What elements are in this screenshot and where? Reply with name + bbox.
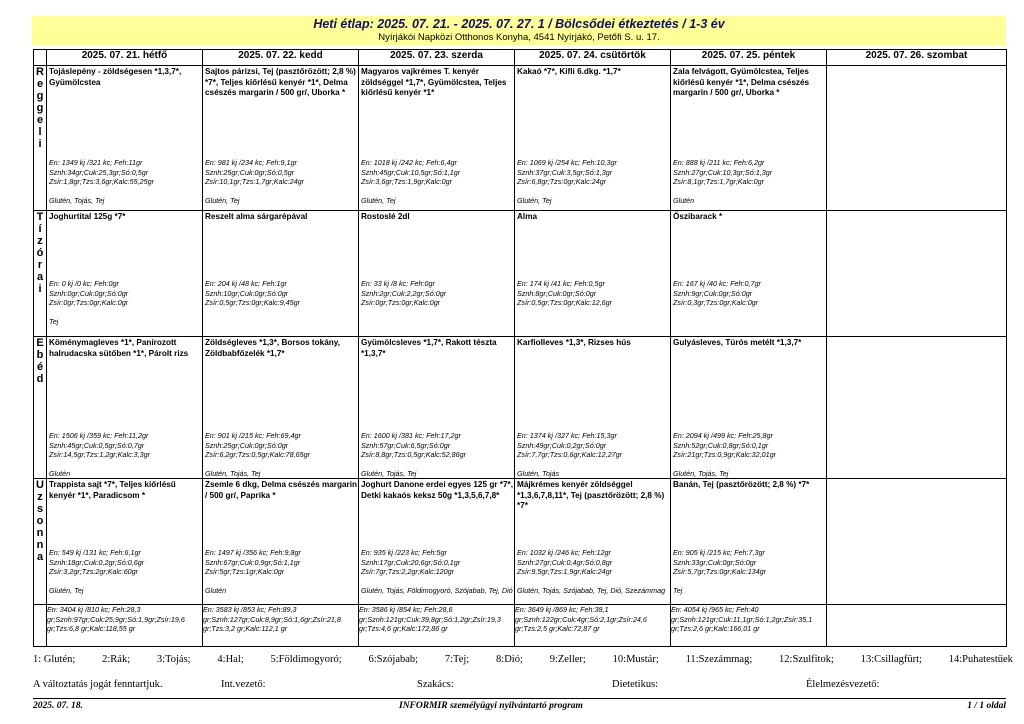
nutrition-line: Sznh:2gr;Cuk:2,2gr;Só:0gr: [361, 288, 447, 298]
program-name: INFORMIR személyügyi nyilvántartó program: [399, 701, 583, 711]
meal-label-letter: e: [36, 114, 44, 126]
legend-item: 3:Tojás;: [156, 654, 191, 665]
dish-text: Sajtos párizsi, Tej (pasztőrözött; 2,8 %) *7*, Teljes kiőrlésű kenyér *1*, Delma csészés margarin / 500 gr/, Uborka *: [205, 67, 356, 97]
legend-item: 1: Glutén;: [33, 654, 76, 665]
dish-text: Rostoslé 2dl: [361, 212, 410, 221]
elelmezesvezeto-label: Élelmezésvezető:: [806, 679, 880, 690]
nutrition-line: Zsír:0,3gr;Tzs:0gr;Kalc:0gr: [673, 298, 759, 307]
dish-text: Kakaó *7*, Kifli 6.dkg. *1,7*: [517, 67, 621, 76]
menu-cell: [203, 479, 359, 605]
legend-item: 9:Zeller;: [549, 654, 586, 665]
legend-item: 10:Mustár;: [612, 654, 659, 665]
nutrition-line: Zsír:9,5gr;Tzs:1,9gr;Kalc:24gr: [517, 567, 613, 576]
daily-total-cell: En: 3649 kj /869 kc; Feh:38,1 gr;Sznh:122gr;Cuk:4gr;Só:2,1gr;Zsír:24,6 gr;Tzs:2,5 gr;Kalc:72,87 gr: [515, 605, 671, 647]
meal-label-letter: i: [38, 283, 42, 295]
menu-cell: [827, 337, 1007, 479]
meal-label-letter: d: [36, 373, 44, 385]
nutrition-info: [517, 548, 669, 577]
allergen-list: Glutén, Tej: [361, 196, 396, 205]
nutrition-info: [673, 158, 825, 187]
nutrition-line: En: 1069 kj /254 kc; Feh:10,3gr: [517, 158, 617, 167]
menu-cell: [203, 66, 359, 211]
dietetikus-label: Dietetikus:: [612, 679, 659, 690]
nutrition-line: Zsír:6,8gr;Tzs:0gr;Kalc:24gr: [517, 177, 607, 186]
nutrition-line: En: 935 kj /223 kc; Feh:5gr: [361, 548, 447, 557]
dish-text: Joghurtital 125g *7*: [49, 212, 126, 221]
nutrition-line: Sznh:49gr;Cuk:0,2gr;Só:0gr: [517, 440, 607, 450]
meal-label-letter: T: [36, 211, 44, 223]
meal-label-letter: a: [36, 551, 44, 563]
nutrition-info: [361, 431, 513, 460]
menu-cell: [359, 66, 515, 211]
nutrition-line: Zsír:0gr;Tzs:0gr;Kalc:0gr: [49, 298, 129, 307]
menu-cell: [827, 66, 1007, 211]
menu-cell: [671, 66, 827, 211]
nutrition-line: Sznh:27gr;Cuk:0,4gr;Só:0,8gr: [517, 557, 613, 567]
menu-cell: [359, 337, 515, 479]
legend-item: 7:Tej;: [444, 654, 470, 665]
nutrition-line: Sznh:10gr;Cuk:0gr;Só:0gr: [205, 288, 289, 298]
nutrition-line: Zsír:8,8gr;Tzs:0,5gr;Kalc:52,86gr: [361, 450, 467, 459]
nutrition-line: En: 901 kj /215 kc; Feh:69,4gr: [205, 431, 301, 440]
nutrition-line: En: 549 kj /131 kc; Feh:6,1gr: [49, 548, 141, 557]
daily-total-cell: En: 3404 kj /810 kc; Feh:28,3 gr;Sznh:97gr;Cuk:25,9gr;Só:1,9gr;Zsír:19,6 gr;Tzs:6,8 gr;Kalc:118,55 gr: [47, 605, 203, 647]
int-vezeto-label: Int.vezető:: [221, 679, 266, 690]
nutrition-info: [361, 158, 513, 187]
meal-label-letter: R: [36, 66, 44, 78]
nutrition-line: Sznh:67gr;Cuk:0,9gr;Só:1,1gr: [205, 557, 301, 567]
menu-title: Heti étlap: 2025. 07. 21. - 2025. 07. 27. 1 / Bölcsődei étkeztetés / 1-3 év: [313, 17, 725, 31]
menu-cell: [47, 211, 203, 337]
nutrition-line: Sznh:9gr;Cuk:0gr;Só:0gr: [673, 288, 753, 298]
nutrition-line: Zsír:7gr;Tzs:2,2gr;Kalc:120gr: [361, 567, 455, 576]
menu-cell: [515, 211, 671, 337]
menu-cell: [671, 337, 827, 479]
nutrition-line: Zsír:3,2gr;Tzs:2gr;Kalc:60gr: [49, 567, 139, 576]
nutrition-info: [673, 279, 825, 308]
nutrition-line: En: 888 kj /211 kc; Feh:6,2gr: [673, 158, 765, 167]
allergen-list: Glutén, Tojás: [517, 469, 560, 478]
menu-cell: [827, 211, 1007, 337]
dish-text: Alma: [517, 212, 538, 221]
nutrition-line: Zsír:0gr;Tzs:0gr;Kalc:0gr: [361, 298, 441, 307]
dish-text: Zala felvágott, Gyümölcstea, Teljes kiőrlésű kenyér *1*, Delma csészés margarin / 500 gr/, Uborka *: [673, 67, 810, 97]
dish-text: Karfiolleves *1,3*, Rizses hús: [517, 338, 631, 347]
nutrition-line: Sznh:27gr;Cuk:10,3gr;Só:1,3gr: [673, 167, 773, 177]
nutrition-line: Sznh:33gr;Cuk:0gr;Só:0gr: [673, 557, 757, 567]
nutrition-line: Sznh:45gr;Cuk:10,5gr;Só:1,1gr: [361, 167, 461, 177]
szakacs-label: Szakács:: [417, 679, 454, 690]
dish-text: Köménymagleves *1*, Panírozott halrudacska sütőben *1*, Párolt rizs: [49, 338, 189, 358]
allergen-list: Tej: [49, 317, 59, 326]
allergen-list: Glutén, Tojás, Szójabab, Tej, Dió, Szezámmag: [517, 586, 666, 595]
meal-row: [34, 479, 1007, 605]
nutrition-info: [517, 279, 669, 308]
nutrition-info: [49, 158, 201, 187]
totals-label: [34, 605, 47, 647]
menu-cell: [827, 479, 1007, 605]
legend-item: 5:Földimogyoró;: [270, 654, 342, 665]
dish-text: Magyaros vajkrémes T. kenyér zöldséggel *1,7*, Gyümölcstea, Teljes kiőrlésű kenyér *1*: [361, 67, 507, 97]
nutrition-line: Zsír:7,7gr;Tzs:0,6gr;Kalc:12,27gr: [517, 450, 623, 459]
nutrition-info: [517, 431, 669, 460]
page-number: 1 / 1 oldal: [967, 701, 1006, 711]
day-header: 2025. 07. 21. hétfő: [47, 50, 203, 66]
allergen-list: Glutén, Tojás, Tej: [673, 469, 729, 478]
menu-header: [32, 16, 1006, 45]
nutrition-info: [361, 548, 513, 577]
nutrition-line: Zsír:10,1gr;Tzs:1,7gr;Kalc:24gr: [205, 177, 305, 186]
meal-label-letter: l: [38, 126, 42, 138]
legend-item: 12:Szulfitok;: [779, 654, 834, 665]
daily-total-cell: En: 3586 kj /854 kc; Feh:28,6 gr;Sznh:121gr;Cuk:39,8gr;Só:1,2gr;Zsír:19,3 gr;Tzs:4,6 gr;Kalc:172,86 gr: [359, 605, 515, 647]
daily-total-cell: En: 4054 kj /965 kc; Feh:40 gr;Sznh:121gr;Cuk:11,1gr;Só:1,2gr;Zsír:35,1 gr;Tzs:2,6 gr;Kalc:166,01 gr: [671, 605, 827, 647]
nutrition-line: En: 2094 kj /499 kc; Feh:25,8gr: [673, 431, 773, 440]
nutrition-line: Sznh:37gr;Cuk:3,5gr;Só:1,3gr: [517, 167, 613, 177]
dish-text: Reszelt alma sárgarépával: [205, 212, 308, 221]
nutrition-line: En: 204 kj /48 kc; Feh:1gr: [205, 279, 287, 288]
meal-label: [34, 479, 47, 605]
allergen-list: Glutén, Tej: [517, 196, 552, 205]
menu-cell: [203, 337, 359, 479]
day-header: 2025. 07. 24. csütörtök: [515, 50, 671, 66]
nutrition-line: Sznh:34gr;Cuk:25,3gr;Só:0,5gr: [49, 167, 149, 177]
nutrition-line: En: 1374 kj /327 kc; Feh:15,3gr: [517, 431, 617, 440]
allergen-list: Glutén, Tojás, Tej: [49, 196, 105, 205]
nutrition-line: Sznh:18gr;Cuk:0,2gr;Só:0,6gr: [49, 557, 145, 567]
menu-cell: [47, 479, 203, 605]
nutrition-info: [673, 431, 825, 460]
meal-label: [34, 66, 47, 211]
dish-text: Gulyásleves, Túrós metélt *1,3,7*: [673, 338, 802, 347]
meal-label-letter: g: [36, 102, 44, 114]
nutrition-line: En: 1018 kj /242 kc; Feh:6,4gr: [361, 158, 457, 167]
allergen-list: Glutén, Tej: [205, 196, 240, 205]
allergen-list: Glutén, Tojás, Tej: [205, 469, 261, 478]
nutrition-line: En: 174 kj /41 kc; Feh:0,5gr: [517, 279, 605, 288]
nutrition-line: En: 33 kj /8 kc; Feh:0gr: [361, 279, 435, 288]
menu-cell: [47, 66, 203, 211]
menu-cell: [359, 211, 515, 337]
dish-text: Trappista sajt *7*, Teljes kiőrlésű kenyér *1*, Paradicsom *: [49, 480, 176, 500]
meal-label-letter: s: [36, 503, 44, 515]
nutrition-line: Sznh:17gr;Cuk:20,6gr;Só:0,1gr: [361, 557, 461, 567]
dish-text: Zöldségleves *1,3*, Borsos tokány, Zöldbabfőzelék *1,7*: [205, 338, 340, 358]
meal-label-letter: b: [36, 349, 44, 361]
nutrition-info: [205, 431, 357, 460]
menu-cell: [203, 211, 359, 337]
print-date: 2025. 07. 18.: [33, 701, 83, 711]
nutrition-line: En: 167 kj /40 kc; Feh:0,7gr: [673, 279, 761, 288]
nutrition-info: [673, 548, 825, 577]
nutrition-line: Sznh:25gr;Cuk:0gr;Só:0,5gr: [205, 167, 295, 177]
meal-label-letter: E: [36, 337, 44, 349]
meal-label: [34, 211, 47, 337]
nutrition-line: En: 1497 kj /356 kc; Feh:9,8gr: [205, 548, 301, 557]
day-header: 2025. 07. 25. péntek: [671, 50, 827, 66]
nutrition-info: [49, 279, 201, 308]
meal-row: [34, 211, 1007, 337]
nutrition-line: En: 1600 kj /381 kc; Feh:17,2gr: [361, 431, 461, 440]
nutrition-line: En: 1032 kj /246 kc; Feh:12gr: [517, 548, 611, 557]
nutrition-line: Sznh:25gr;Cuk:0gr;Só:0gr: [205, 440, 289, 450]
menu-cell: [515, 66, 671, 211]
meal-label-letter: e: [36, 78, 44, 90]
nutrition-info: [517, 158, 669, 187]
nutrition-line: Sznh:8gr;Cuk:0gr;Só:0gr: [517, 288, 597, 298]
legend-item: 11:Szezámmag;: [685, 654, 753, 665]
legend-item: 8:Dió;: [496, 654, 523, 665]
nutrition-info: [205, 158, 357, 187]
nutrition-line: Zsír:1,8gr;Tzs:3,6gr;Kalc:55,25gr: [49, 177, 155, 186]
nutrition-line: Sznh:52gr;Cuk:0,8gr;Só:0,1gr: [673, 440, 769, 450]
allergen-list: Glutén: [205, 586, 227, 595]
nutrition-info: [361, 279, 513, 308]
dish-text: Tojáslepény - zöldségesen *1,3,7*, Gyümölcstea: [49, 67, 182, 87]
nutrition-line: Sznh:45gr;Cuk:0,5gr;Só:0,7gr: [49, 440, 145, 450]
nutrition-line: En: 905 kj /215 kc; Feh:7,3gr: [673, 548, 765, 557]
nutrition-line: En: 1506 kj /359 kc; Feh:11,2gr: [49, 431, 149, 440]
nutrition-info: [205, 279, 357, 308]
corner-cell: [34, 50, 47, 66]
nutrition-info: [49, 431, 201, 460]
kitchen-address: Nyírjákói Napközi Otthonos Konyha, 4541 Nyírjákó, Petőfi S. u. 17.: [378, 32, 660, 43]
change-notice: A változtatás jogát fenntartjuk.: [33, 679, 163, 690]
allergen-list: Glutén, Tojás, Tej: [361, 469, 417, 478]
allergen-list: Glutén: [49, 469, 71, 478]
dish-text: Banán, Tej (pasztőrözött; 2,8 %) *7*: [673, 480, 810, 489]
meal-label-letter: n: [36, 527, 44, 539]
daily-total-cell: [827, 605, 1007, 647]
nutrition-line: Zsír:6,2gr;Tzs:0,5gr;Kalc:78,65gr: [205, 450, 311, 459]
meal-label-letter: U: [36, 479, 44, 491]
menu-cell: [359, 479, 515, 605]
allergen-list: Glutén, Tej: [49, 586, 84, 595]
allergen-list: Tej: [673, 586, 683, 595]
legend-item: 2:Rák;: [102, 654, 131, 665]
nutrition-line: Sznh:57gr;Cuk:6,5gr;Só:0gr: [361, 440, 451, 450]
menu-cell: [515, 479, 671, 605]
meal-label-letter: é: [36, 361, 44, 373]
nutrition-info: [205, 548, 357, 577]
nutrition-info: [49, 548, 201, 577]
dish-text: Joghurt Danone erdei egyes 125 gr *7*, Detki kakaós keksz 50g *1,3,5,6,7,8*: [361, 480, 513, 500]
dish-text: Őszibarack *: [673, 212, 723, 221]
legend-item: 13:Csillagfürt;: [860, 654, 922, 665]
meal-row: [34, 66, 1007, 211]
nutrition-line: Zsír:14,5gr;Tzs:1,2gr;Kalc:3,3gr: [49, 450, 151, 459]
day-header: 2025. 07. 26. szombat: [827, 50, 1007, 66]
nutrition-line: Zsír:0,5gr;Tzs:0gr;Kalc:12,6gr: [517, 298, 613, 307]
day-header: 2025. 07. 23. szerda: [359, 50, 515, 66]
menu-cell: [671, 211, 827, 337]
allergen-list: Glutén, Tojás, Földimogyoró, Szójabab, Tej, Dió: [361, 586, 513, 595]
menu-cell: [671, 479, 827, 605]
meal-label-letter: o: [36, 515, 44, 527]
meal-label-letter: g: [36, 90, 44, 102]
meal-label-letter: a: [36, 271, 44, 283]
page-footer: [33, 698, 1006, 715]
meal-label-letter: z: [37, 235, 43, 247]
dish-text: Májkrémes kenyér zöldséggel *1,3,6,7,8,11*, Tej (pasztőrözött; 2,8 %) *7*: [517, 480, 665, 510]
meal-label-letter: n: [36, 539, 44, 551]
menu-cell: [515, 337, 671, 479]
nutrition-line: Zsír:21gr;Tzs:0,9gr;Kalc:32,01gr: [673, 450, 777, 459]
daily-total-cell: En: 3583 kj /853 kc; Feh:89,3 gr;Sznh:127gr;Cuk:8,9gr;Só:1,6gr;Zsír:21,8 gr;Tzs:3,2 gr;Kalc:112,1 gr: [203, 605, 359, 647]
nutrition-line: Zsír:0,5gr;Tzs:0gr;Kalc:9,45gr: [205, 298, 301, 307]
meal-label-letter: í: [38, 223, 42, 235]
meal-label-letter: z: [37, 491, 43, 503]
legend-item: 6:Szójabab;: [368, 654, 419, 665]
nutrition-line: Zsír:5,7gr;Tzs:0gr;Kalc:134gr: [673, 567, 767, 576]
meal-label-letter: i: [38, 138, 42, 150]
meal-row: [34, 337, 1007, 479]
weekly-menu-table: [33, 49, 1007, 647]
allergen-list: Glutén: [673, 196, 695, 205]
nutrition-line: En: 1349 kj /321 kc; Feh:11gr: [49, 158, 143, 167]
nutrition-line: Zsír:3,6gr;Tzs:1,9gr;Kalc:0gr: [361, 177, 453, 186]
meal-label: [34, 337, 47, 479]
nutrition-line: En: 0 kj /0 kc; Feh:0gr: [49, 279, 119, 288]
legend-item: 14:Puhatestűek: [948, 654, 1013, 665]
dish-text: Gyümölcsleves *1,7*, Rakott tészta *1,3,7*: [361, 338, 497, 358]
nutrition-line: Sznh:0gr;Cuk:0gr;Só:0gr: [49, 288, 129, 298]
meal-label-letter: r: [37, 259, 43, 271]
menu-cell: [47, 337, 203, 479]
meal-label-letter: ó: [36, 247, 44, 259]
day-header: 2025. 07. 22. kedd: [203, 50, 359, 66]
nutrition-line: Zsír:5gr;Tzs:1gr;Kalc:0gr: [205, 567, 285, 576]
allergen-legend: [33, 654, 1013, 665]
day-header-row: [34, 50, 1007, 66]
legend-item: 4:Hal;: [217, 654, 244, 665]
dish-text: Zsemle 6 dkg, Delma csészés margarin / 500 gr/, Paprika *: [205, 480, 358, 500]
daily-totals-row: [34, 605, 1007, 647]
nutrition-line: En: 981 kj /234 kc; Feh:9,1gr: [205, 158, 297, 167]
nutrition-line: Zsír:8,1gr;Tzs:1,7gr;Kalc:0gr: [673, 177, 765, 186]
